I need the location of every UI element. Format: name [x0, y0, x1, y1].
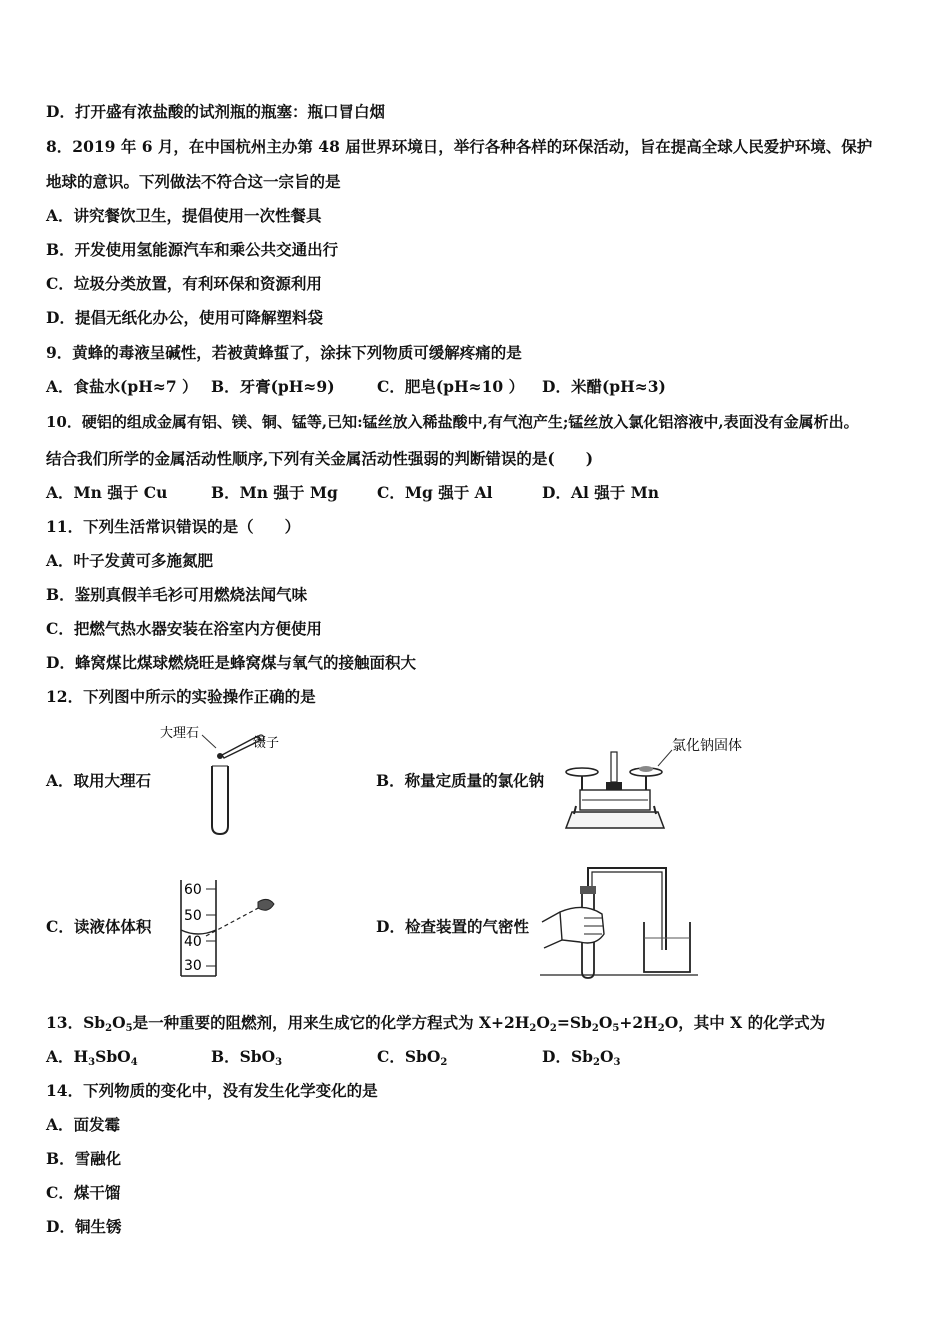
q13-stem: 13．$Sb_2O_5$是一种重要的阻燃剂，用来生成它的化学方程式为 $X+2H_2O_2=Sb_2O_5+2H_2O$，其中 X 的化学式为	[46, 1013, 826, 1034]
fig-a-tube-tweezers	[150, 718, 300, 836]
q8-stem-line2: 地球的意识。下列做法不符合这一宗旨的是	[46, 172, 341, 191]
q14-stem: 14．下列物质的变化中，没有发生化学变化的是	[46, 1081, 378, 1100]
q11-option-c: C．把燃气热水器安装在浴室内方便使用	[46, 619, 322, 638]
q11-option-d: D．蜂窝煤比煤球燃烧旺是蜂窝煤与氧气的接触面积大	[46, 653, 416, 672]
q8-option-c: C．垃圾分类放置，有利环保和资源利用	[46, 274, 322, 293]
q14-option-d: D．铜生锈	[46, 1217, 122, 1236]
hand-icon	[560, 907, 604, 943]
test-tube-icon	[212, 766, 228, 834]
fig-b-label-salt: 氯化钠固体	[672, 738, 742, 754]
q14-option-b: B．雪融化	[46, 1149, 122, 1168]
q12-option-b: B．称量定质量的氯化钠	[376, 771, 545, 790]
q10-stem-line1: 10．硬铝的组成金属有铝、镁、铜、锰等,已知:锰丝放入稀盐酸中,有气泡产生;锰丝放入氯化铝溶液中,表面没有金属析出。	[46, 413, 859, 431]
q13-option-a: A．$H_3SbO_4$	[46, 1047, 138, 1068]
q12-option-a: A．取用大理石	[46, 771, 152, 790]
fig-a-label-tweezers: 镊子	[253, 736, 280, 751]
q10-option-a: A．Mn 强于 Cu	[46, 483, 168, 502]
q11-option-a: A．叶子发黄可多施氮肥	[46, 551, 214, 570]
q12-option-c: C．读液体体积	[46, 917, 152, 936]
q7-option-d: D．打开盛有浓盐酸的试剂瓶的瓶塞：瓶口冒白烟	[46, 102, 385, 121]
q8-option-d: D．提倡无纸化办公，使用可降解塑料袋	[46, 308, 323, 327]
q14-option-c: C．煤干馏	[46, 1183, 121, 1202]
fig-c-cylinder-reading	[176, 878, 286, 980]
q11-option-b: B．鉴别真假羊毛衫可用燃烧法闻气味	[46, 585, 308, 604]
q10-option-d: D．Al 强于 Mn	[542, 483, 660, 502]
q8-option-b: B．开发使用氢能源汽车和乘公共交通出行	[46, 240, 339, 259]
q8-option-a: A．讲究餐饮卫生，提倡使用一次性餐具	[46, 206, 322, 225]
q13-option-d: D．$Sb_2O_3$	[542, 1047, 621, 1068]
q9-option-d: D．米醋(pH≈3)	[542, 377, 666, 396]
q9-option-c: C．肥皂(pH≈10 ）	[377, 377, 525, 396]
left-pan-icon	[566, 768, 598, 776]
q10-stem-line2: 结合我们所学的金属活动性顺序,下列有关金属活动性强弱的判断错误的是( )	[46, 449, 594, 468]
q10-option-c: C．Mg 强于 Al	[377, 483, 493, 502]
q12-stem: 12．下列图中所示的实验操作正确的是	[46, 687, 316, 706]
q9-stem: 9．黄蜂的毒液呈碱性，若被黄蜂蜇了，涂抹下列物质可缓解疼痛的是	[46, 343, 522, 362]
tick-30: 30	[184, 958, 202, 974]
q12-option-d: D．检查装置的气密性	[376, 917, 529, 936]
q9-option-b: B．牙膏(pH≈9)	[211, 377, 335, 396]
fig-b-balance	[560, 728, 760, 834]
eye-icon	[258, 899, 274, 910]
q13-option-c: C．SbO$_2$	[377, 1047, 448, 1068]
q14-option-a: A．面发霉	[46, 1115, 121, 1134]
q8-stem-line1: 8．2019 年 6 月，在中国杭州主办第 48 届世界环境日，举行各种各样的环保活动，旨在提高全球人民爱护环境、保护	[46, 137, 873, 156]
q9-option-a: A．食盐水(pH≈7 ）	[46, 377, 198, 396]
fig-a-label-marble: 大理石	[160, 726, 200, 741]
tick-40: 40	[184, 934, 202, 950]
balance-base-icon	[566, 812, 664, 828]
q10-option-b: B．Mn 强于 Mg	[211, 483, 338, 502]
fig-d-airtight-check	[540, 862, 700, 982]
tick-60: 60	[184, 882, 202, 898]
q13-option-b: B．SbO$_3$	[211, 1047, 283, 1068]
tick-50: 50	[184, 908, 202, 924]
q11-stem: 11．下列生活常识错误的是（ ）	[46, 517, 301, 536]
